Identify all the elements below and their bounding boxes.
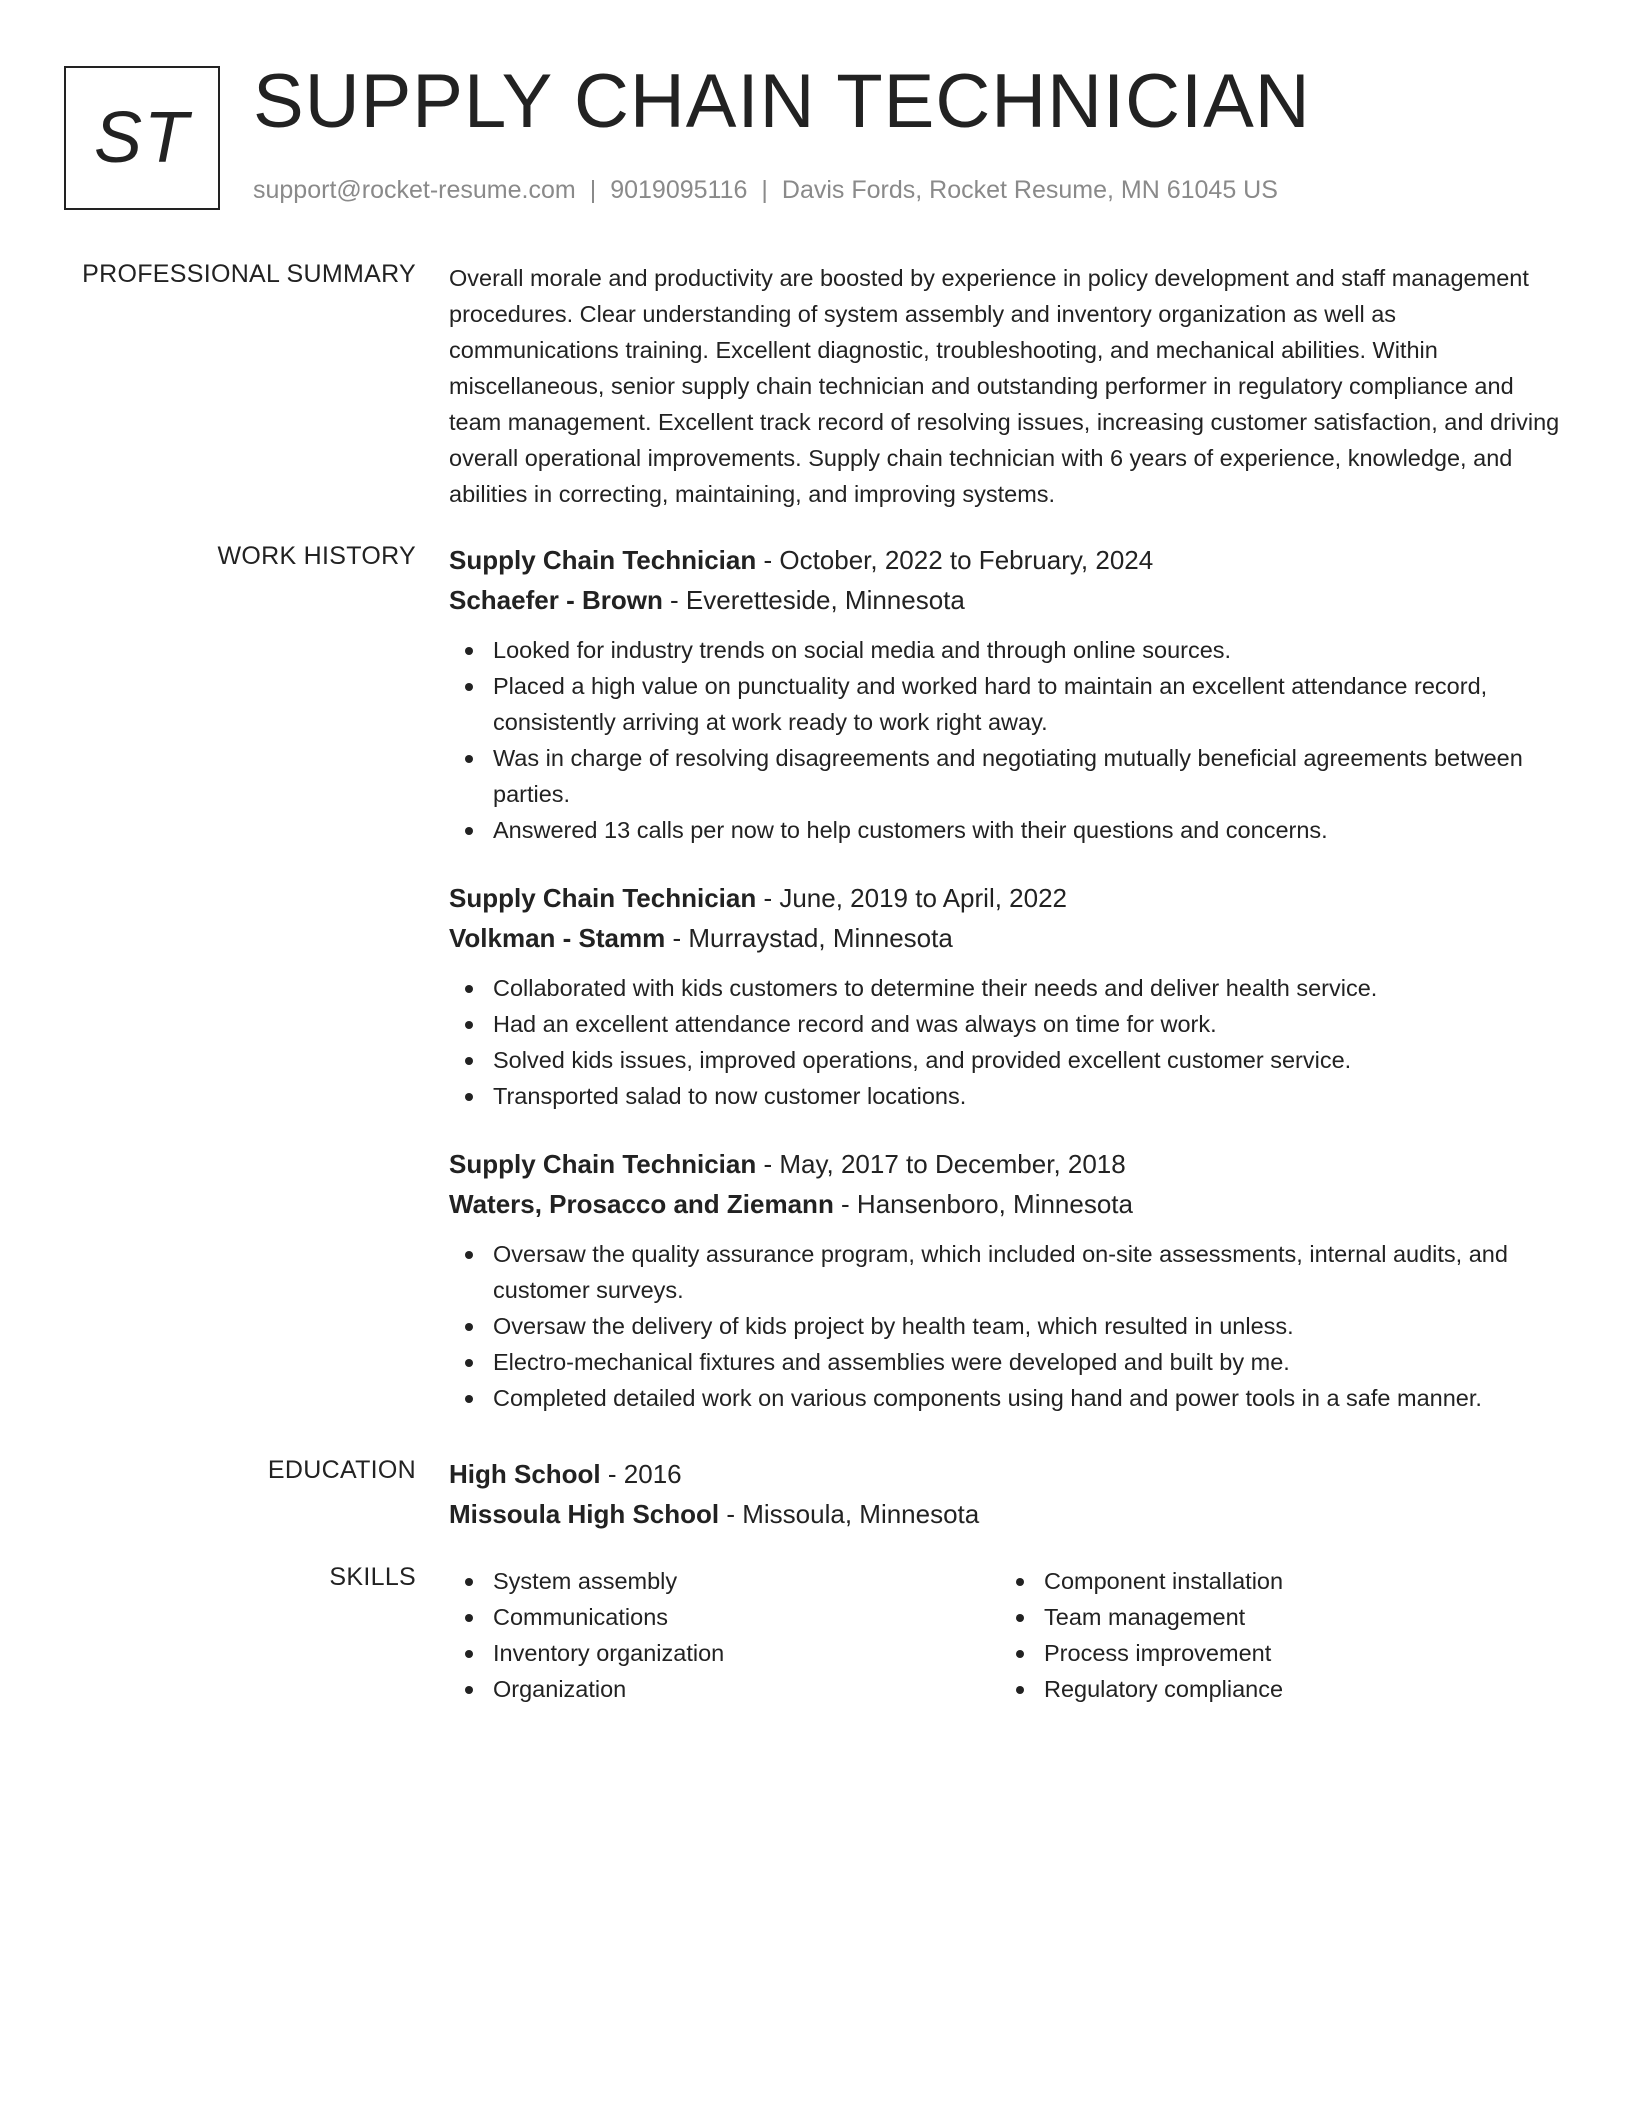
skills-list-right [1000,1563,1551,1707]
job-dates: - June, 2019 to April, 2022 [756,883,1068,913]
job-company: Volkman - Stamm [449,923,666,953]
job-role: Supply Chain Technician [449,545,757,575]
job-company-line [449,918,1569,958]
job-dates: - October, 2022 to February, 2024 [756,545,1154,575]
job-title-line [449,1144,1569,1184]
contact-separator: | [589,176,597,204]
list-item: Communications [449,1599,1000,1635]
job-entry [449,1144,1569,1416]
job-company: Waters, Prosacco and Ziemann [449,1189,834,1219]
list-item: Organization [449,1671,1000,1707]
list-item: Was in charge of resolving disagreements and negotiating mutually beneficial agreements between parties. [449,740,1569,812]
education-degree: High School [449,1459,601,1489]
education-title: EDUCATION [267,1456,416,1484]
job-dates: - May, 2017 to December, 2018 [756,1149,1126,1179]
list-item: System assembly [449,1563,1000,1599]
job-bullets [449,970,1569,1114]
job-title-line [449,878,1569,918]
list-item: Oversaw the quality assurance program, which included on-site assessments, internal audits, and customer surveys. [449,1236,1569,1308]
job-entry [449,540,1569,848]
list-item: Completed detailed work on various components using hand and power tools in a safe manner. [449,1380,1569,1416]
work-history-title: WORK HISTORY [217,542,416,570]
list-item: Answered 13 calls per now to help customers with their questions and concerns. [449,812,1569,848]
job-title-line [449,540,1569,580]
job-location: - Murraystad, Minnesota [665,923,953,953]
list-item: Process improvement [1000,1635,1551,1671]
list-item: Placed a high value on punctuality and worked hard to maintain an excellent attendance record, consistently arriving at work ready to work right away. [449,668,1569,740]
list-item: Electro-mechanical fixtures and assemblies were developed and built by me. [449,1344,1569,1380]
list-item: Solved kids issues, improved operations, and provided excellent customer service. [449,1042,1569,1078]
job-bullets [449,1236,1569,1416]
monogram-box [64,66,220,210]
job-company-line [449,580,1569,620]
education-location: - Missoula, Minnesota [719,1499,980,1529]
contact-phone: 9019095116 [610,176,748,204]
list-item: Looked for industry trends on social media and through online sources. [449,632,1569,668]
skills-column-right [1000,1563,1551,1707]
list-item: Had an excellent attendance record and was always on time for work. [449,1006,1569,1042]
list-item: Transported salad to now customer locations. [449,1078,1569,1114]
job-role: Supply Chain Technician [449,1149,757,1179]
summary-title: PROFESSIONAL SUMMARY [82,260,416,288]
contact-separator: | [761,176,768,204]
monogram-initials: ST [93,98,190,178]
job-role: Supply Chain Technician [449,883,757,913]
education-year: - 2016 [600,1459,682,1489]
contact-address: Davis Fords, Rocket Resume, MN 61045 US [781,176,1278,204]
job-company: Schaefer - Brown [449,585,663,615]
summary-text: Overall morale and productivity are boosted by experience in policy development and staff management procedures. Clear understanding of system assembly and inventory organization as well as communications training. Excellent diagnostic, troubleshooting, and mechanical abilities. Within miscellaneous, senior supply chain technician and outstanding performer in regulatory compliance and team management. Excellent track record of resolving issues, increasing customer satisfaction, and driving overall operational improvements. Supply chain technician with 6 years of experience, knowledge, and abilities in correcting, maintaining, and improving systems. [449,265,1560,507]
job-location: - Everetteside, Minnesota [662,585,965,615]
skills-list-left [449,1563,1000,1707]
list-item: Regulatory compliance [1000,1671,1551,1707]
list-item: Inventory organization [449,1635,1000,1671]
candidate-name: SUPPLY CHAIN TECHNICIAN [253,59,1311,144]
job-entry [449,878,1569,1114]
job-bullets [449,632,1569,848]
list-item: Team management [1000,1599,1551,1635]
skills-title: SKILLS [329,1563,416,1591]
education-degree-line [449,1454,1569,1494]
list-item: Component installation [1000,1563,1551,1599]
list-item: Oversaw the delivery of kids project by health team, which resulted in unless. [449,1308,1569,1344]
job-company-line [449,1184,1569,1224]
education-school-line [449,1494,1569,1534]
list-item: Collaborated with kids customers to determine their needs and deliver health service. [449,970,1569,1006]
education-school: Missoula High School [449,1499,720,1529]
skills-grid [449,1563,1569,1707]
skills-column-left [449,1563,1000,1707]
job-location: - Hansenboro, Minnesota [833,1189,1133,1219]
contact-line [253,176,1278,205]
contact-email: support@rocket-resume.com [253,176,576,204]
